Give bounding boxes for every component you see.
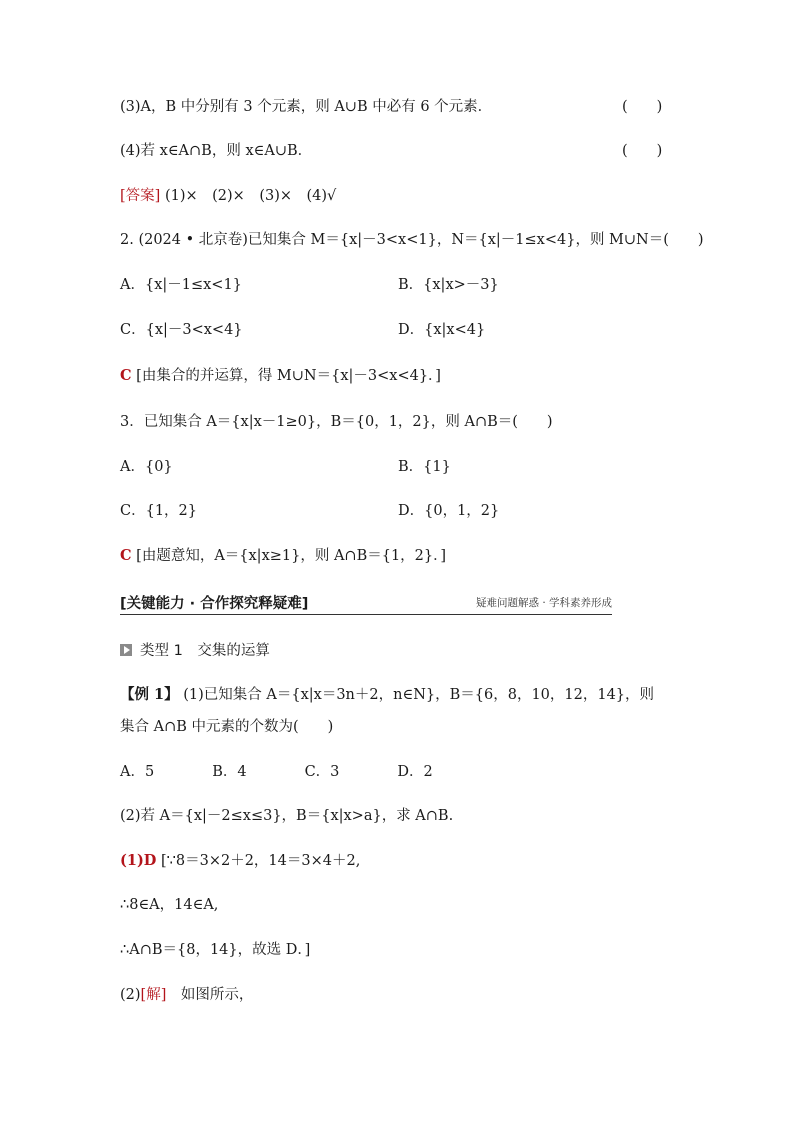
question-4-answer-paren: ( )	[622, 143, 663, 159]
solution-1-line-3: ∴A∩B＝{8，14}，故选 D．]	[120, 942, 311, 958]
answer-text: (1)× (2)× (3)× (4)√	[164, 188, 337, 204]
problem-2-option-d: D．{x|x<4}	[398, 322, 486, 338]
problem-3-stem: 3．已知集合 A＝{x|x－1≥0}，B＝{0，1，2}，则 A∩B＝( )	[120, 414, 553, 430]
problem-2-answer-letter: C	[120, 367, 132, 384]
solution-1-label: (1)D	[120, 852, 157, 869]
problem-2-option-a: A．{x|－1≤x<1}	[120, 277, 242, 293]
section-header	[120, 592, 612, 615]
answer-line	[120, 186, 336, 206]
example-1-question-2: (2)若 A＝{x|－2≤x≤3}，B＝{x|x>a}，求 A∩B.	[120, 808, 454, 824]
problem-3-option-a: A．{0}	[120, 459, 173, 475]
problem-2-stem: 2. (2024 • 北京卷)已知集合 M＝{x|－3<x<1}，N＝{x|－1≤x<4}，则 M∪N＝( )	[120, 232, 704, 248]
example-1-line-2: 集合 A∩B 中元素的个数为( )	[120, 719, 334, 735]
problem-2-option-c: C．{x|－3<x<4}	[120, 322, 243, 338]
solution-1-line-2: ∴8∈A，14∈A,	[120, 897, 219, 913]
solution-2-prefix: (2)	[120, 987, 141, 1003]
solution-1-text: [∵8＝3×2＋2，14＝3×4＋2,	[161, 853, 361, 869]
problem-2-option-b: B．{x|x>－3}	[398, 277, 499, 293]
question-4: (4)若 x∈A∩B，则 x∈A∪B．	[120, 143, 313, 159]
answer-label: [答案]	[120, 188, 161, 204]
problem-3-option-c: C．{1，2}	[120, 503, 197, 519]
example-1-line-1	[120, 685, 654, 705]
problem-3-option-b: B．{1}	[398, 459, 451, 475]
section-subtitle: 疑难问题解惑 · 学科素养形成	[475, 597, 612, 609]
problem-3-solution	[120, 546, 446, 566]
problem-3-option-d: D．{0，1，2}	[398, 503, 500, 519]
problem-2-solution	[120, 366, 441, 386]
solution-1-line-1	[120, 851, 360, 871]
question-3-answer-paren: ( )	[622, 99, 663, 115]
problem-3-answer-letter: C	[120, 547, 132, 564]
problem-3-explanation: [由题意知，A＝{x|x≥1}，则 A∩B＝{1，2}．]	[136, 548, 447, 564]
solution-2-text: 如图所示，	[166, 987, 254, 1003]
solution-2-label: [解]	[140, 987, 167, 1003]
problem-2-explanation: [由集合的并运算，得 M∪N＝{x|－3<x<4}．]	[136, 368, 441, 384]
type-1-heading: 类型 1 交集的运算	[140, 643, 270, 659]
section-title: [关键能力 · 合作探究释疑难]	[120, 596, 309, 612]
example-1-question-1: (1)已知集合 A＝{x|x＝3n＋2，n∈N}，B＝{6，8，10，12，14}，则	[183, 687, 655, 703]
question-3: (3)A，B 中分别有 3 个元素，则 A∪B 中必有 6 个元素．	[120, 99, 493, 115]
play-icon	[120, 644, 132, 656]
example-1-options: A．5 B．4 C．3 D．2	[120, 764, 433, 780]
solution-2-line	[120, 985, 253, 1005]
example-1-label: 【例 1】	[120, 686, 179, 703]
